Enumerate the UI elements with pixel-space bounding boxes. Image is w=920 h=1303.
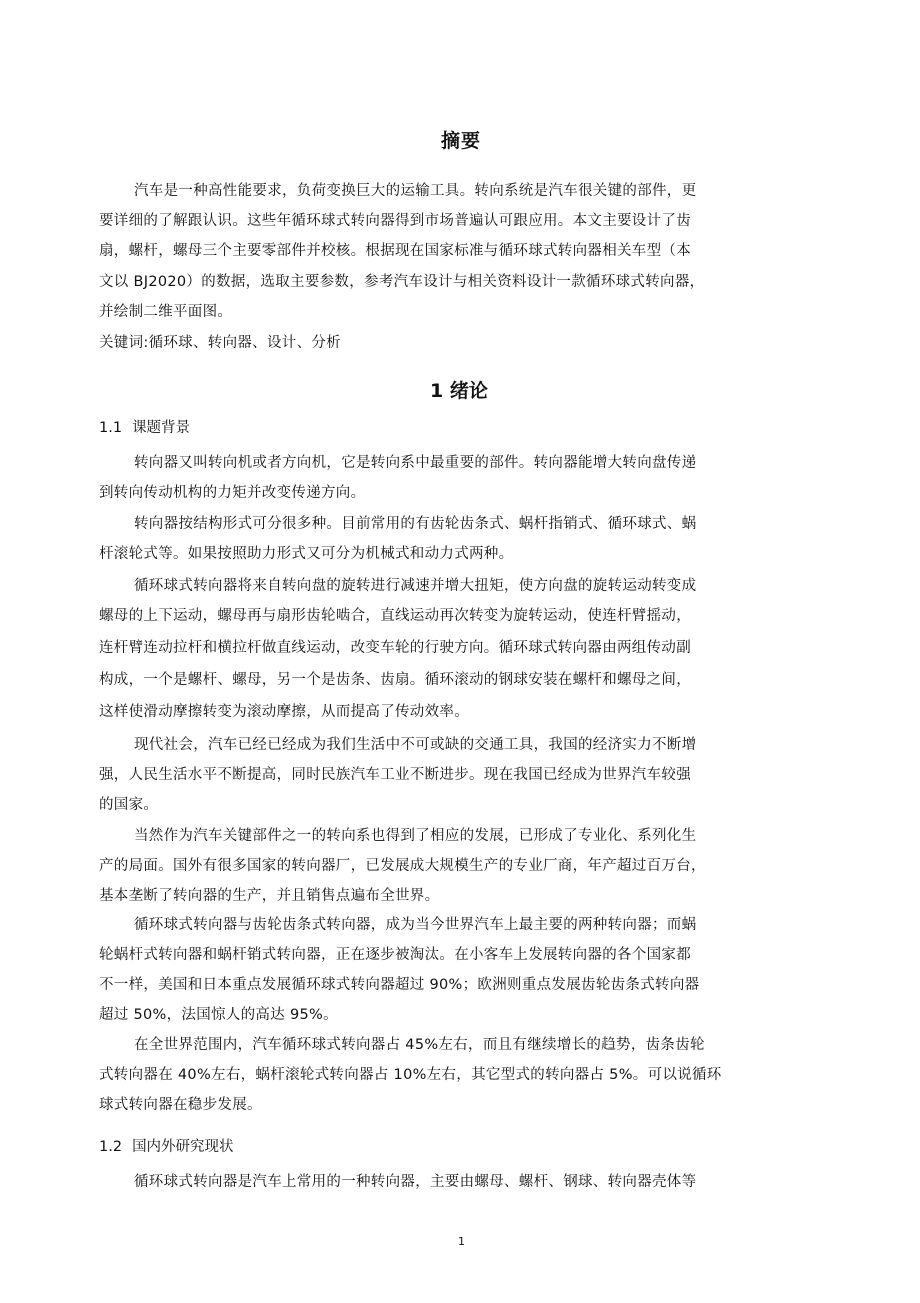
paragraph-line: 不一样，美国和日本重点发展循环球式转向器超过 90%；欧洲则重点发展齿轮齿条式转向器 (99, 977, 700, 993)
abstract-line: 汽车是一种高性能要求，负荷变换巨大的运输工具。转向系统是汽车很关键的部件，更 (134, 183, 697, 199)
keywords: 关键词:循环球、转向器、设计、分析 (99, 335, 341, 351)
paragraph-line: 连杆臂连动拉杆和横拉杆做直线运动，改变车轮的行驶方向。循环球式转向器由两组传动副 (99, 640, 691, 656)
paragraph-line: 超过 50%，法国惊人的高达 95%。 (99, 1007, 338, 1023)
paragraph-line: 现代社会，汽车已经已经成为我们生活中不可或缺的交通工具，我国的经济实力不断增 (134, 737, 697, 753)
chapter-title: 1 绪论 (430, 380, 488, 402)
abstract-line: 并绘制二维平面图。 (99, 304, 233, 320)
paragraph-line: 转向器按结构形式可分很多种。目前常用的有齿轮齿条式、蜗杆指销式、循环球式、蜗 (134, 516, 697, 532)
abstract-title: 摘要 (441, 130, 482, 152)
paragraph-line: 循环球式转向器是汽车上常用的一种转向器，主要由螺母、螺杆、钢球、转向器壳体等 (134, 1174, 697, 1190)
paragraph-line: 轮蜗杆式转向器和蜗杆销式转向器，正在逐步被淘汰。在小客车上发展转向器的各个国家都 (99, 947, 691, 963)
paragraph-line: 螺母的上下运动，螺母再与扇形齿轮啮合，直线运动再次转变为旋转运动，使连杆臂摇动， (99, 608, 691, 624)
paragraph-line: 在全世界范围内，汽车循环球式转向器占 45%左右，而且有继续增长的趋势，齿条齿轮 (134, 1037, 705, 1053)
paragraph-line: 转向器又叫转向机或者方向机，它是转向系中最重要的部件。转向器能增大转向盘传递 (134, 455, 697, 471)
paragraph-line: 这样使滑动摩擦转变为滚动摩擦，从而提高了传动效率。 (99, 704, 469, 720)
abstract-line: 扇，螺杆，螺母三个主要零部件并校核。根据现在国家标准与循环球式转向器相关车型（本 (99, 243, 691, 259)
paragraph-line: 基本垄断了转向器的生产，并且销售点遍布全世界。 (99, 888, 440, 904)
section-number: 1.2 (99, 1139, 123, 1155)
paragraph-line: 杆滚轮式等。如果按照助力形式又可分为机械式和动力式两种。 (99, 546, 514, 562)
abstract-line: 文以 BJ2020）的数据，选取主要参数，参考汽车设计与相关资料设计一款循环球式转向器， (99, 274, 705, 290)
paragraph-line: 构成，一个是螺杆、螺母，另一个是齿条、齿扇。循环滚动的钢球安装在螺杆和螺母之间， (99, 672, 691, 688)
paragraph-line: 到转向传动机构的力矩并改变传递方向。 (99, 485, 366, 501)
section-number: 1.1 (99, 420, 123, 436)
paragraph-line: 式转向器在 40%左右，蜗杆滚轮式转向器占 10%左右，其它型式的转向器占 5%。可以说循环 (99, 1067, 722, 1083)
section-heading-1-2 (99, 1135, 234, 1156)
abstract-line: 要详细的了解跟认识。这些年循环球式转向器得到市场普遍认可跟应用。本文主要设计了齿 (99, 213, 691, 229)
paragraph-line: 球式转向器在稳步发展。 (99, 1097, 262, 1113)
paragraph-line: 强，人民生活水平不断提高，同时民族汽车工业不断进步。现在我国已经成为世界汽车较强 (99, 767, 691, 783)
paragraph-line: 的国家。 (99, 797, 159, 813)
paragraph-line: 循环球式转向器将来自转向盘的旋转进行减速并增大扭矩，使方向盘的旋转运动转变成 (134, 578, 697, 594)
page-number: 1 (458, 1235, 465, 1248)
paragraph-line: 产的局面。国外有很多国家的转向器厂，已发展成大规模生产的专业厂商，年产超过百万台， (99, 858, 706, 874)
paragraph-line: 当然作为汽车关键部件之一的转向系也得到了相应的发展，已形成了专业化、系列化生 (134, 828, 697, 844)
paragraph-line: 循环球式转向器与齿轮齿条式转向器，成为当今世界汽车上最主要的两种转向器；而蜗 (134, 917, 697, 933)
section-title: 课题背景 (132, 420, 191, 436)
section-title: 国内外研究现状 (132, 1139, 234, 1155)
section-heading-1-1 (99, 416, 190, 437)
